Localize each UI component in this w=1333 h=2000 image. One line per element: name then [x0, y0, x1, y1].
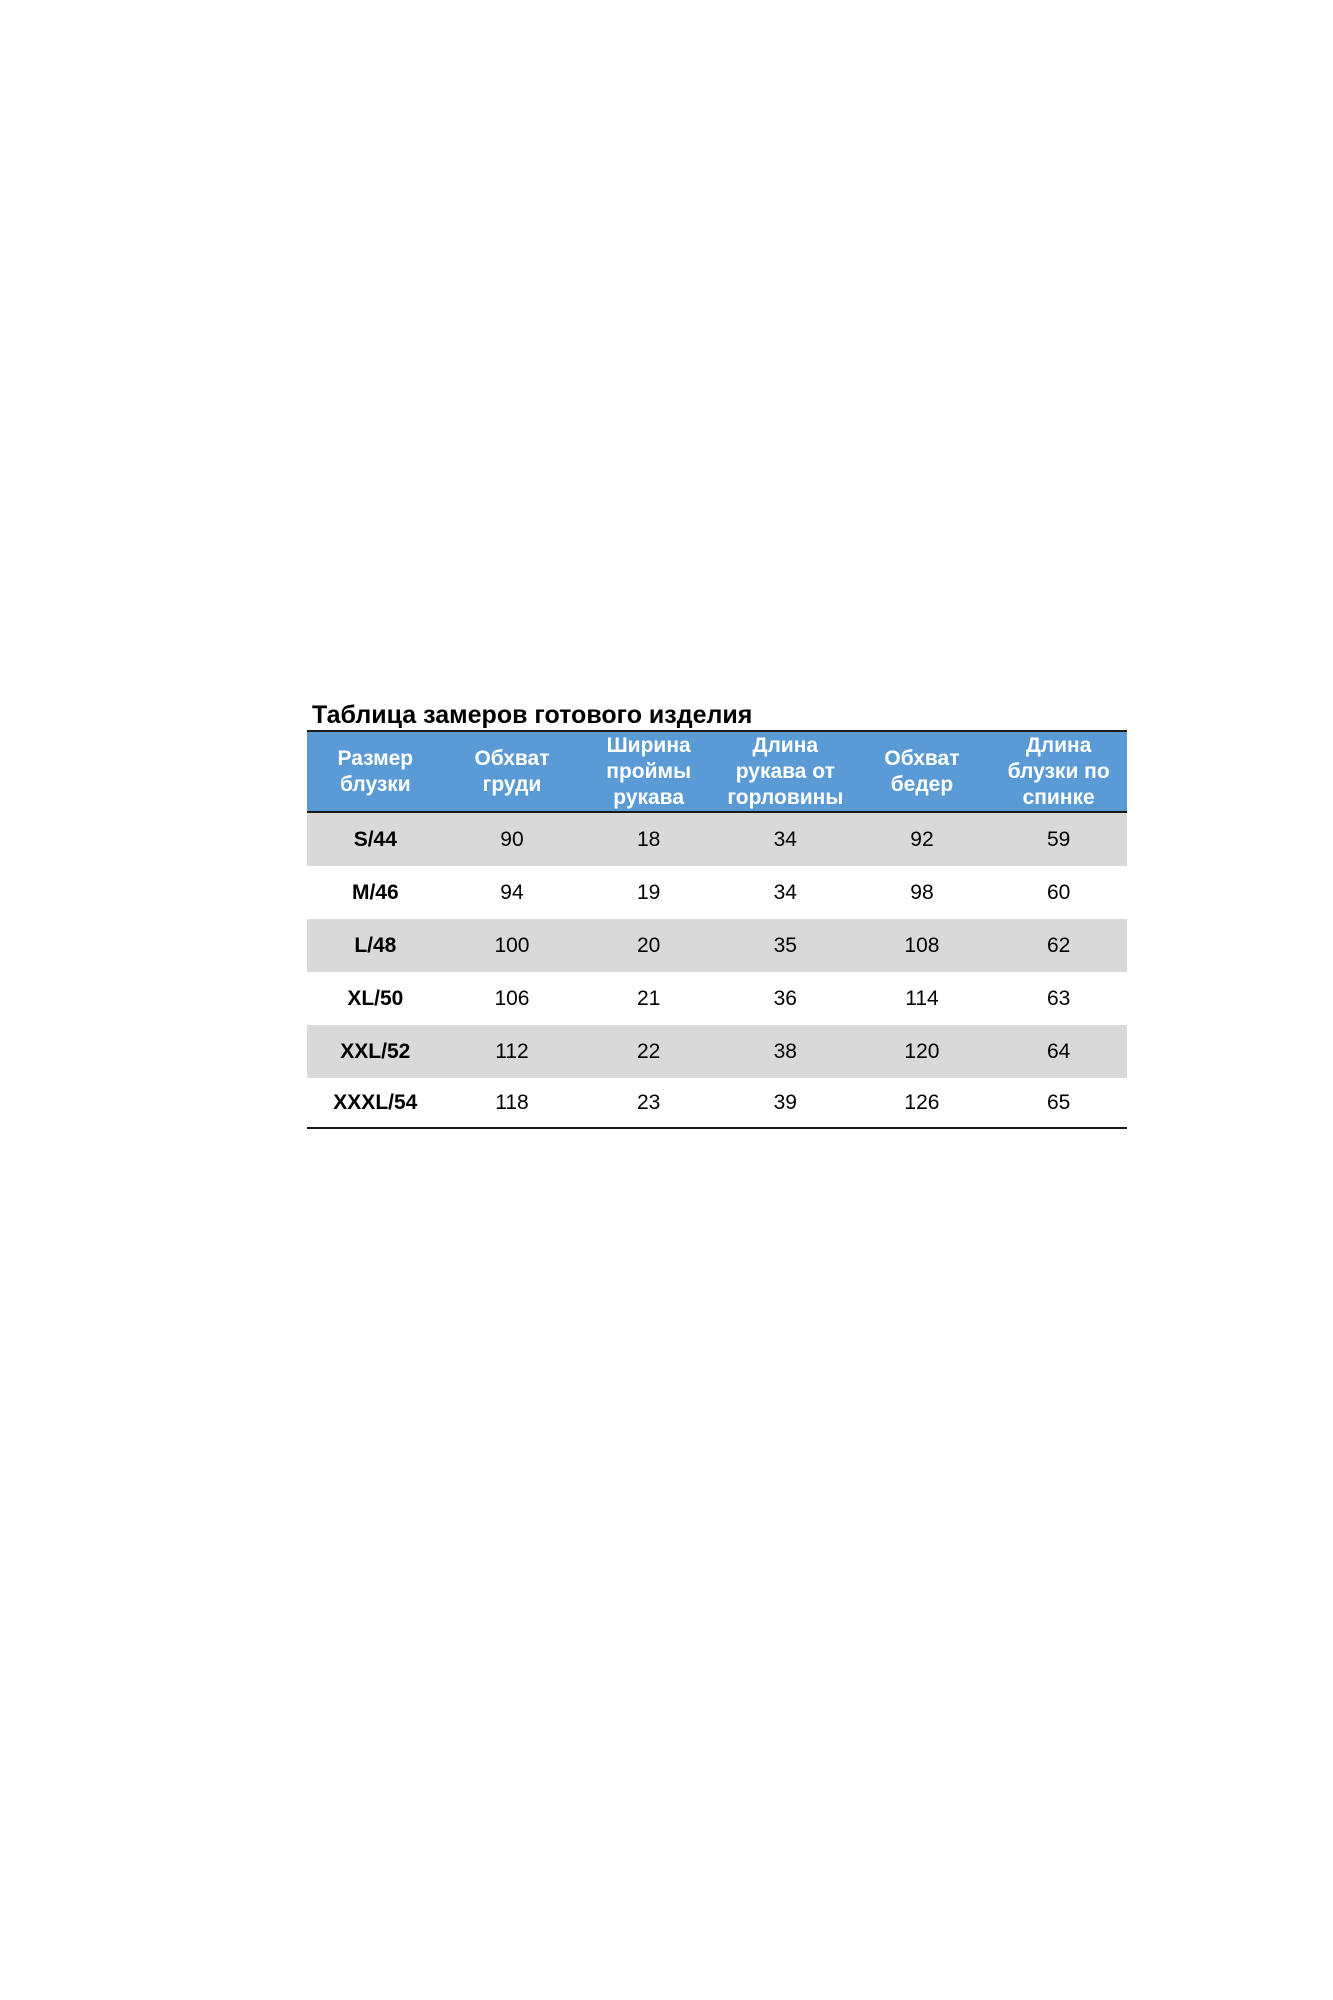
chest-cell: 100 — [444, 919, 581, 972]
sleeve-cell: 35 — [717, 919, 854, 972]
armhole-cell: 20 — [580, 919, 717, 972]
header-line: Размер — [337, 746, 414, 770]
chest-cell: 90 — [444, 812, 581, 866]
header-line: рукава — [613, 785, 684, 809]
measurements-table — [307, 730, 1127, 1129]
back-length-cell: 60 — [1046, 880, 1071, 904]
table-row — [307, 919, 1127, 972]
header-line: Обхват — [474, 746, 550, 770]
size-cell: XL/50 — [347, 986, 404, 1010]
header-line: блузки — [339, 772, 411, 796]
sleeve-cell: 36 — [773, 986, 797, 1010]
header-line: бедер — [890, 772, 954, 796]
header-back-length — [990, 731, 1127, 812]
header-size — [307, 731, 444, 812]
sleeve-cell: 39 — [773, 1090, 797, 1114]
chest-cell: 118 — [495, 1090, 529, 1114]
sleeve-cell: 34 — [773, 880, 797, 904]
header-line: блузки по — [1007, 759, 1110, 783]
size-cell: M/46 — [351, 880, 399, 904]
header-line: проймы — [606, 759, 691, 783]
size-cell: S/44 — [307, 812, 444, 866]
sleeve-cell: 34 — [717, 812, 854, 866]
armhole-cell: 23 — [636, 1090, 661, 1114]
armhole-cell: 21 — [636, 986, 661, 1010]
armhole-cell: 19 — [636, 880, 661, 904]
header-line: груди — [482, 772, 542, 796]
size-chart — [307, 700, 1127, 1129]
back-length-cell: 65 — [1046, 1090, 1071, 1114]
header-hips — [854, 731, 991, 812]
table-title: Таблица замеров готового изделия — [312, 701, 753, 729]
hips-cell: 92 — [854, 812, 991, 866]
table-row — [307, 812, 1127, 866]
size-cell: XXXL/54 — [333, 1090, 418, 1114]
table-row — [307, 866, 1127, 919]
back-length-cell: 59 — [990, 812, 1127, 866]
header-chest — [444, 731, 581, 812]
hips-cell: 120 — [854, 1025, 991, 1078]
back-length-cell: 63 — [1046, 986, 1071, 1010]
header-armhole-width — [580, 731, 717, 812]
hips-cell: 126 — [904, 1090, 940, 1114]
chest-cell: 94 — [500, 880, 524, 904]
header-line: спинке — [1022, 785, 1095, 809]
table-row — [307, 972, 1127, 1025]
header-line: рукава от — [735, 759, 835, 783]
hips-cell: 98 — [910, 880, 934, 904]
armhole-cell: 22 — [580, 1025, 717, 1078]
table-header-row — [307, 731, 1127, 812]
header-line: Ширина — [606, 733, 691, 757]
armhole-cell: 18 — [580, 812, 717, 866]
chest-cell: 106 — [494, 986, 530, 1010]
back-length-cell: 64 — [990, 1025, 1127, 1078]
back-length-cell: 62 — [990, 919, 1127, 972]
table-row — [307, 1078, 1127, 1128]
size-cell: XXL/52 — [307, 1025, 444, 1078]
header-line: Обхват — [884, 746, 960, 770]
hips-cell: 108 — [854, 919, 991, 972]
size-cell: L/48 — [307, 919, 444, 972]
sleeve-cell: 38 — [717, 1025, 854, 1078]
chest-cell: 112 — [444, 1025, 581, 1078]
hips-cell: 114 — [905, 986, 939, 1010]
header-line: Длина — [752, 733, 819, 757]
header-sleeve-length — [717, 731, 854, 812]
header-line: горловины — [727, 785, 844, 809]
header-line: Длина — [1025, 733, 1092, 757]
table-row — [307, 1025, 1127, 1078]
